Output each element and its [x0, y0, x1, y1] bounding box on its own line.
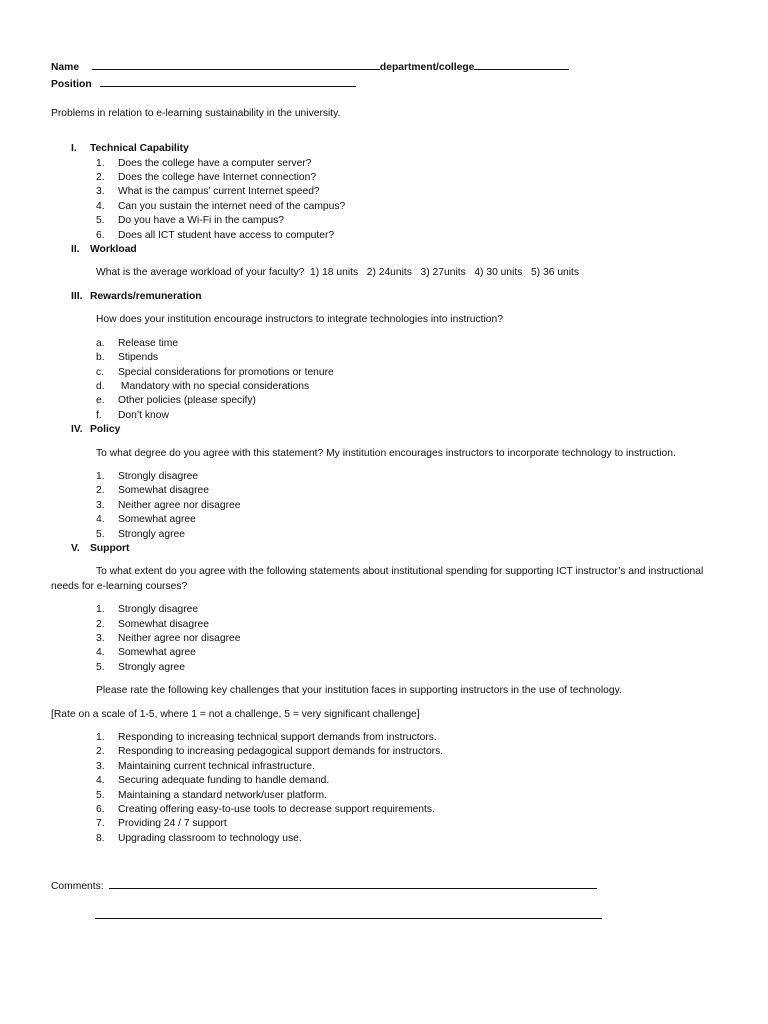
questionnaire-page	[51, 58, 721, 924]
list-item: 5. Strongly agree	[96, 528, 185, 540]
section-workload-heading: II. Workload	[71, 244, 137, 256]
list-item: f. Don’t know	[96, 409, 169, 421]
list-item: 1. Strongly disagree	[96, 604, 199, 616]
rewards-question: How does your institution encourage instructors to integrate technologies into instruction?	[96, 314, 503, 326]
support-options	[51, 603, 721, 675]
list-item: 4. Can you sustain the internet need of the campus?	[96, 200, 346, 212]
scale-note: [Rate on a scale of 1-5, where 1 = not a challenge, 5 = very significant challenge]	[51, 708, 420, 720]
challenges-list	[51, 731, 721, 846]
support-question: To what extent do you agree with the following statements about institutional spending for supporting ICT instructor’s and instructional needs for e-learning courses?	[51, 566, 704, 592]
comments-blank-2[interactable]	[95, 907, 602, 919]
list-item: 3. Maintaining current technical infrastructure.	[96, 760, 315, 772]
comments-blank[interactable]	[109, 877, 597, 889]
list-item: e. Other policies (please specify)	[96, 395, 256, 407]
comments-label: Comments:	[51, 881, 104, 893]
section-policy-heading: IV. Policy	[71, 424, 121, 436]
position-blank[interactable]	[100, 75, 356, 87]
name-blank[interactable]	[92, 58, 380, 70]
list-item: 4. Somewhat agree	[96, 514, 196, 526]
list-item: 3. Neither agree nor disagree	[96, 499, 241, 511]
section-support-heading: V. Support	[71, 542, 130, 554]
challenges-question: Please rate the following key challenges that your institution faces in supporting instructors in the use of technology.	[96, 685, 622, 697]
list-item: a. Release time	[96, 337, 179, 349]
technical-questions	[51, 157, 721, 243]
list-item: 5. Maintaining a standard network/user platform.	[96, 789, 327, 801]
list-item: 2. Somewhat disagree	[96, 485, 210, 497]
list-item: 7. Providing 24 / 7 support	[96, 818, 227, 830]
rewards-options	[51, 337, 721, 423]
list-item: 2. Responding to increasing pedagogical support demands for instructors.	[96, 746, 444, 758]
policy-options	[51, 470, 721, 542]
list-item: 1. Strongly disagree	[96, 470, 199, 482]
list-item: 1. Responding to increasing technical support demands from instructors.	[96, 732, 437, 744]
list-item: 2. Does the college have Internet connection?	[96, 172, 317, 184]
list-item: 6. Does all ICT student have access to computer?	[96, 229, 335, 241]
list-item: c. Special considerations for promotions or tenure	[96, 366, 334, 378]
list-item: 8. Upgrading classroom to technology use.	[96, 832, 302, 844]
list-item: 3. Neither agree nor disagree	[96, 633, 241, 644]
list-item: 4. Securing adequate funding to handle demand.	[96, 775, 330, 787]
list-item: d. Mandatory with no special considerations	[96, 380, 310, 392]
list-item: 5. Strongly agree	[96, 661, 185, 673]
list-item: 5. Do you have a Wi-Fi in the campus?	[96, 215, 284, 227]
list-item: 3. What is the campus’ current Internet speed?	[96, 186, 320, 198]
comments-row	[51, 877, 721, 894]
list-item: 2. Somewhat disagree	[96, 618, 210, 630]
department-label: department/college	[379, 62, 475, 73]
position-row	[51, 75, 721, 92]
comments-continuation-row	[51, 907, 721, 924]
list-item: b. Stipends	[96, 352, 159, 364]
list-item: 6. Creating offering easy-to-use tools to decrease support requirements.	[96, 804, 435, 816]
workload-question: What is the average workload of your faculty? 1) 18 units 2) 24units 3) 27units 4) 30 units 5) 36 units	[96, 267, 580, 279]
position-label: Position	[51, 79, 92, 91]
name-row	[51, 58, 721, 75]
section-technical-heading: I. Technical Capability	[71, 143, 189, 155]
page-title: Problems in relation to e-learning sustainability in the university.	[51, 107, 341, 119]
list-item: 1. Does the college have a computer server?	[96, 157, 312, 169]
section-rewards-heading: III. Rewards/remuneration	[71, 290, 202, 302]
name-label: Name	[51, 62, 80, 73]
list-item: 4. Somewhat agree	[96, 647, 196, 659]
policy-question: To what degree do you agree with this statement? My institution encourages instructors to incorporate technology to instruction.	[96, 447, 676, 459]
department-blank[interactable]	[474, 58, 569, 70]
